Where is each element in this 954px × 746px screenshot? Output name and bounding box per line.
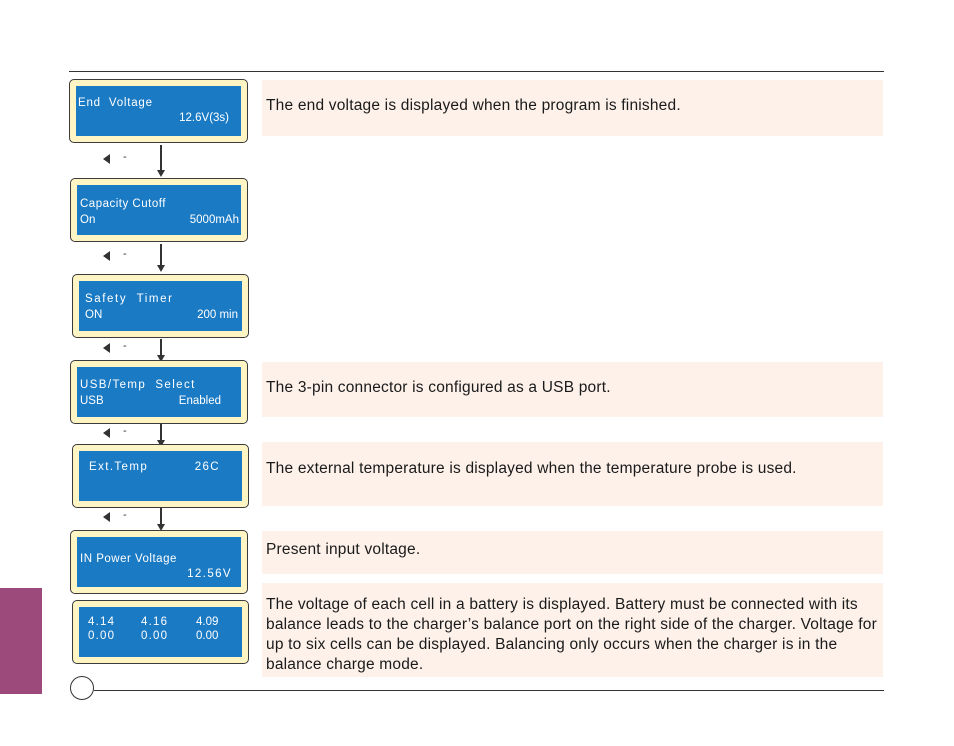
down-arrow-icon	[157, 170, 165, 177]
page-number-circle	[70, 676, 94, 700]
description-input-voltage: Present input voltage.	[262, 531, 883, 574]
cell-voltage-2: 4.16	[141, 616, 169, 628]
cell-voltage-3: 4.09	[196, 616, 219, 628]
nav-dash: -	[123, 151, 127, 163]
section-side-tab	[0, 588, 42, 694]
lcd-value: 26C	[194, 461, 220, 473]
nav-dash: -	[123, 425, 127, 437]
bottom-rule	[94, 690, 884, 691]
nav-dash: -	[123, 340, 127, 352]
lcd-title: Capacity Cutoff	[80, 198, 166, 210]
cell-voltage-6: 0.00	[196, 630, 219, 642]
lcd-screen	[76, 86, 241, 136]
lcd-capacity-cutoff	[70, 178, 248, 242]
lcd-title: End Voltage	[78, 97, 153, 109]
lcd-title: Ext.Temp	[89, 461, 149, 473]
nav-dash: -	[123, 509, 127, 521]
lcd-title: Safety Timer	[85, 293, 174, 305]
nav-dash: -	[123, 248, 127, 260]
description-ext-temp: The external temperature is displayed when the temperature probe is used.	[262, 442, 883, 506]
lcd-in-power-voltage	[70, 530, 248, 594]
lcd-end-voltage	[69, 79, 248, 143]
left-arrow-icon	[103, 343, 110, 353]
description-usb-port: The 3-pin connector is configured as a USB port.	[262, 362, 883, 417]
flow-connector	[160, 145, 162, 171]
lcd-status: USB	[80, 395, 104, 407]
lcd-screen	[79, 281, 242, 331]
lcd-usb-temp-select	[70, 360, 248, 424]
lcd-title: IN Power Voltage	[80, 553, 177, 565]
lcd-title: USB/Temp Select	[80, 379, 196, 391]
left-arrow-icon	[103, 154, 110, 164]
description-end-voltage: The end voltage is displayed when the program is finished.	[262, 80, 883, 136]
lcd-value: 200 min	[197, 309, 238, 321]
top-rule	[69, 71, 884, 72]
lcd-status: On	[80, 214, 96, 226]
lcd-screen	[77, 367, 241, 417]
left-arrow-icon	[103, 428, 110, 438]
left-arrow-icon	[103, 512, 110, 522]
cell-voltage-4: 0.00	[88, 630, 116, 642]
cell-voltage-1: 4.14	[88, 616, 116, 628]
lcd-screen	[77, 185, 241, 235]
lcd-safety-timer	[72, 274, 249, 338]
lcd-status: ON	[85, 309, 103, 321]
cell-voltage-5: 0.00	[141, 630, 169, 642]
down-arrow-icon	[157, 265, 165, 272]
left-arrow-icon	[103, 251, 110, 261]
lcd-cell-voltages	[72, 600, 249, 664]
lcd-ext-temp	[72, 444, 249, 508]
lcd-value: 12.56V	[187, 568, 232, 580]
lcd-value: 12.6V(3s)	[179, 112, 229, 124]
flow-connector	[160, 244, 162, 266]
description-cell-voltage: The voltage of each cell in a battery is displayed. Battery must be connected with its balance leads to the charger’s balance port on the right side of the charger. Voltage for up to six cells can be displayed. Balancing only occurs when the charger is in the balance charge mode.	[262, 583, 883, 677]
lcd-screen	[79, 607, 242, 657]
lcd-screen	[77, 537, 241, 587]
lcd-value: Enabled	[178, 395, 221, 407]
lcd-value: 5000mAh	[189, 214, 239, 226]
lcd-screen	[79, 451, 242, 501]
